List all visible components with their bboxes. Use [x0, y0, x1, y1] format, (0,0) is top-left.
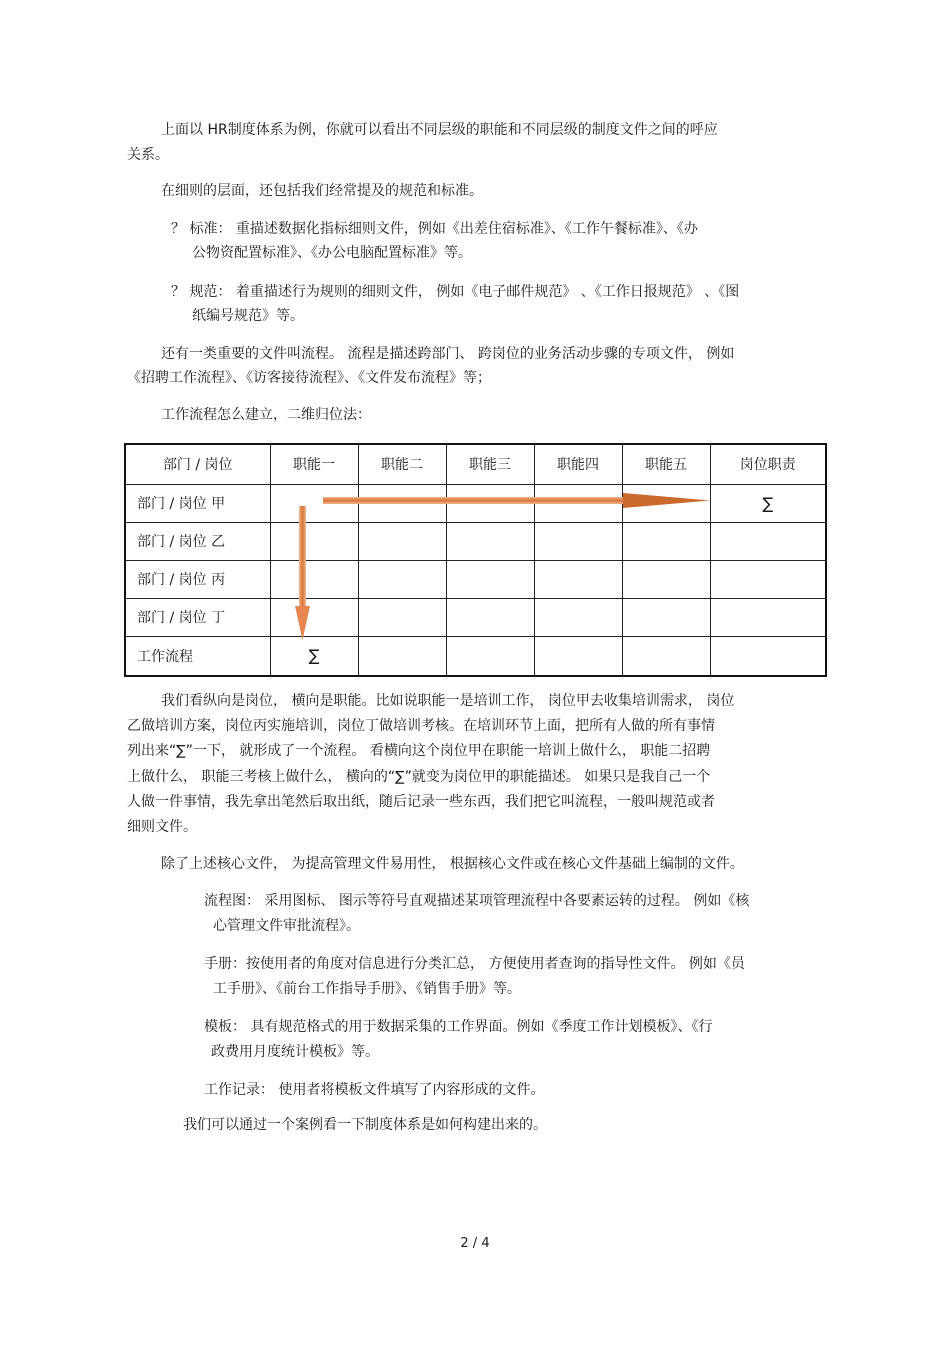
paragraph-line: 上做什么， 职能三考核上做什么， 横向的“∑”就变为岗位甲的职能描述。 如果只是我自己一个: [127, 769, 711, 785]
table-header-cell: 职能五: [622, 444, 710, 484]
paragraph-line: 还有一类重要的文件叫流程。 流程是描述跨部门、 跨岗位的业务活动步骤的专项文件， 例如: [161, 346, 735, 362]
table-header-cell: 岗位职责: [710, 444, 826, 484]
paragraph-line: 除了上述核心文件， 为提高管理文件易用性， 根据核心文件或在核心文件基础上编制的文件。: [161, 856, 744, 872]
page-number: 2 / 4: [460, 1236, 490, 1251]
paragraph-line: 关系。: [127, 147, 169, 163]
bullet-norm: ？ 规范： 着重描述行为规则的细则文件， 例如《电子邮件规范》 、《工作日报规范》 、《图: [171, 284, 740, 300]
table-row: [125, 522, 826, 560]
paragraph-line: 上面以 HR制度体系为例，你就可以看出不同层级的职能和不同层级的制度文件之间的呼应: [161, 122, 718, 138]
paragraph-line: 我们可以通过一个案例看一下制度体系是如何构建出来的。: [183, 1117, 547, 1133]
paragraph-line: 工作流程怎么建立，二维归位法：: [161, 407, 371, 423]
paragraph-line: 人做一件事情，我先拿出笔然后取出纸，随后记录一些东西，我们把它叫流程，一般叫规范或者: [127, 794, 715, 810]
paragraph-line: 乙做培训方案，岗位丙实施培训，岗位丁做培训考核。在培训环节上面，把所有人做的所有事情: [127, 718, 715, 734]
sum-symbol-workflow: ∑: [270, 636, 358, 676]
table-header-cell: 职能三: [446, 444, 534, 484]
row-label: 部门 / 岗位 丙: [125, 560, 270, 598]
row-label: 部门 / 岗位 丁: [125, 598, 270, 636]
paragraph-line: 在细则的层面，还包括我们经常提及的规范和标准。: [161, 183, 483, 199]
function-position-table: [124, 443, 827, 677]
table-header-cell: 部门 / 岗位: [125, 444, 270, 484]
item-flowchart-cont: 心管理文件审批流程》。: [213, 918, 360, 934]
table-row: [125, 484, 826, 522]
sum-symbol-duties: ∑: [710, 484, 826, 522]
bullet-norm-cont: 纸编号规范》等。: [192, 308, 304, 324]
table-header-cell: 职能一: [270, 444, 358, 484]
table-total-row: [125, 636, 826, 676]
paragraph-line: 列出来“∑”一下， 就形成了一个流程。 看横向这个岗位甲在职能一培训上做什么， 职能二招聘: [127, 743, 711, 759]
item-template: 模板： 具有规范格式的用于数据采集的工作界面。例如《季度工作计划模板》、《行: [204, 1019, 713, 1035]
item-flowchart: 流程图： 采用图标、 图示等符号直观描述某项管理流程中各要素运转的过程。 例如《核: [204, 893, 750, 909]
item-template-cont: 政费用月度统计模板》等。: [211, 1044, 379, 1060]
item-manual-cont: 工手册》、《前台工作指导手册》、《销售手册》等。: [213, 981, 521, 997]
table-header-row: [125, 444, 826, 484]
paragraph-line: 我们看纵向是岗位， 横向是职能。比如说职能一是培训工作， 岗位甲去收集培训需求， 岗位: [161, 693, 735, 709]
row-label-workflow: 工作流程: [125, 636, 270, 676]
table-row: [125, 598, 826, 636]
table-row: [125, 560, 826, 598]
bullet-standard-cont: 公物资配置标准》、《办公电脑配置标准》等。: [192, 245, 472, 261]
row-label: 部门 / 岗位 乙: [125, 522, 270, 560]
table-header-cell: 职能四: [534, 444, 622, 484]
table-header-cell: 职能二: [358, 444, 446, 484]
item-manual: 手册：按使用者的角度对信息进行分类汇总， 方便使用者查询的指导性文件。 例如《员: [204, 956, 745, 972]
row-label: 部门 / 岗位 甲: [125, 484, 270, 522]
paragraph-line: 细则文件。: [127, 819, 197, 835]
bullet-standard: ？ 标准： 重描述数据化指标细则文件，例如《出差住宿标准》、《工作午餐标准》、《办: [171, 221, 698, 237]
item-work-record: 工作记录： 使用者将模板文件填写了内容形成的文件。: [204, 1082, 545, 1098]
paragraph-line: 《招聘工作流程》、《访客接待流程》、《文件发布流程》等；: [127, 370, 491, 386]
